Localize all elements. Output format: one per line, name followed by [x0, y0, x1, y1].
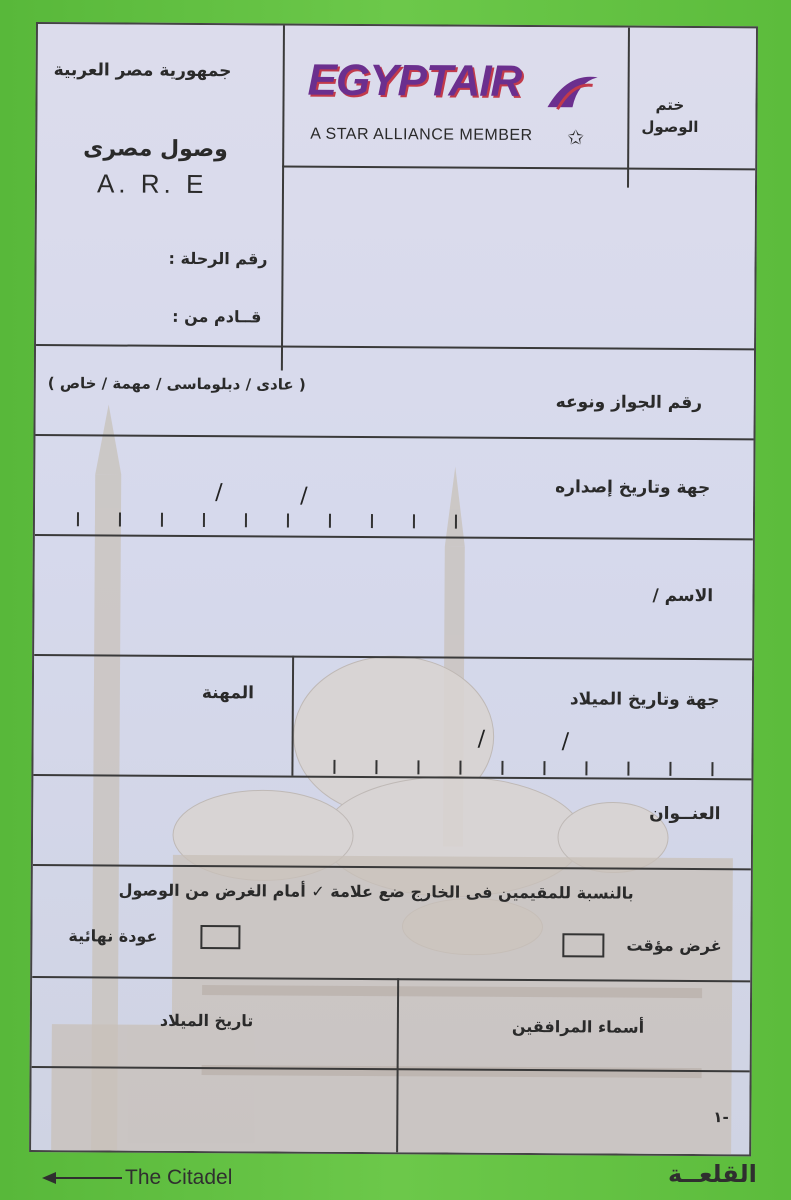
- final-return-label: عودة نهائية: [68, 926, 158, 946]
- date-tick: [375, 760, 377, 774]
- residents-instruction: بالنسبة للمقيمين فى الخارج ضع علامة ✓ أمام الغرض من الوصول: [118, 880, 634, 903]
- date-tick: [245, 513, 247, 527]
- date-separator: /: [561, 729, 570, 755]
- date-tick: [413, 514, 415, 528]
- date-tick: [501, 761, 503, 775]
- date-tick: [287, 514, 289, 528]
- final-return-checkbox[interactable]: [200, 925, 240, 949]
- birth-place-date-label: جهة وتاريخ الميلاد: [569, 689, 720, 711]
- egyptair-logo: EGYPTAIR: [307, 55, 522, 106]
- temporary-purpose-label: غرض مؤقت: [626, 935, 722, 956]
- date-tick: [161, 513, 163, 527]
- citadel-caption-en: The Citadel: [125, 1166, 233, 1189]
- date-separator: /: [477, 726, 486, 752]
- citadel-caption-ar: القلعــة: [668, 1160, 757, 1188]
- date-tick: [333, 760, 335, 774]
- date-tick: [203, 513, 205, 527]
- date-tick: [417, 760, 419, 774]
- row-number: -١: [713, 1108, 729, 1127]
- date-separator: /: [300, 483, 308, 509]
- star-icon: ✩: [567, 127, 585, 150]
- temporary-purpose-checkbox[interactable]: [562, 933, 604, 957]
- profession-label: المهنة: [201, 683, 255, 704]
- arrow-left-icon: [42, 1170, 122, 1186]
- stamp-label-line1: ختم: [655, 95, 685, 114]
- birthdate-column-label: تاريخ الميلاد: [159, 1010, 254, 1031]
- passport-label: رقم الجواز ونوعه: [555, 392, 703, 414]
- address-label: العنــوان: [649, 803, 721, 825]
- card-title-en: A. R. E: [96, 168, 208, 200]
- date-tick: [371, 514, 373, 528]
- date-tick: [627, 762, 629, 776]
- date-tick: [669, 762, 671, 776]
- star-alliance-text: A STAR ALLIANCE MEMBER: [310, 125, 533, 145]
- arriving-from-label: قــادم من :: [172, 306, 262, 327]
- date-tick: [711, 762, 713, 776]
- stamp-label-line2: الوصول: [641, 117, 699, 137]
- date-tick: [329, 514, 331, 528]
- date-tick: [119, 513, 121, 527]
- country-name: جمهورية مصر العربية: [53, 60, 232, 82]
- date-separator: /: [215, 480, 223, 506]
- companions-column-label: أسماء المرافقين: [511, 1016, 645, 1037]
- card-title-ar: وصول مصرى: [83, 136, 228, 163]
- horus-logo-icon: [542, 67, 602, 117]
- date-tick: [459, 761, 461, 775]
- passport-types: ( عادى / دبلوماسى / مهمة / خاص ): [47, 374, 306, 394]
- date-tick: [543, 761, 545, 775]
- date-tick: [585, 761, 587, 775]
- name-label: الاسم /: [652, 585, 714, 607]
- arrival-card: [29, 22, 758, 1156]
- flight-number-label: رقم الرحلة :: [168, 248, 268, 269]
- date-tick: [455, 515, 457, 529]
- date-tick: [77, 512, 79, 526]
- issue-label: جهة وتاريخ إصداره: [555, 477, 711, 499]
